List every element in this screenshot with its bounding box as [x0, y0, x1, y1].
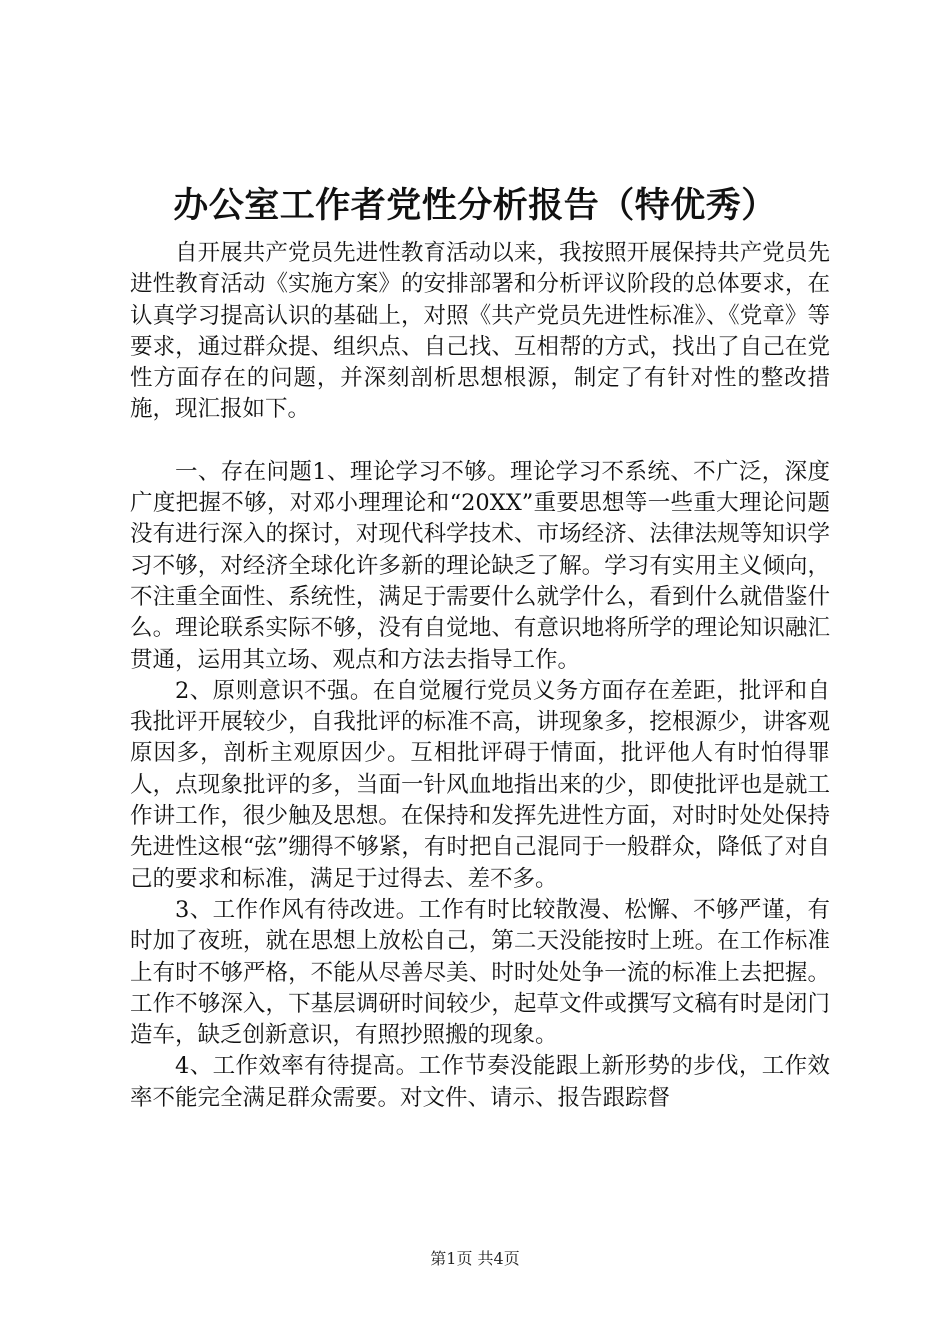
page-number-footer: 第1页 共4页 — [430, 1249, 520, 1268]
paragraph-problem-1: 一、存在问题1、理论学习不够。理论学习不系统、不广泛，深度广度把握不够，对邓小理理论和“20XX”重要思想等一些重大理论问题没有进行深入的探讨，对现代科学技术、市场经济、法律法规等知识学习不够，对经济全球化许多新的理论缺乏了解。学习有实用主义倾向，不注重全面性、系统性，满足于需要什么就学什么，看到什么就借鉴什么。理论联系实际不够，没有自觉地、有意识地将所学的理论知识融汇贯通，运用其立场、观点和方法去指导工作。 — [130, 458, 830, 673]
paragraph-problem-4: 4、工作效率有待提高。工作节奏没能跟上新形势的步伐，工作效率不能完全满足群众需要。对文件、请示、报告跟踪督 — [130, 1053, 830, 1111]
paragraph-problem-2: 2、原则意识不强。在自觉履行党员义务方面存在差距，批评和自我批评开展较少，自我批评的标准不高，讲现象多，挖根源少，讲客观原因多，剖析主观原因少。互相批评碍于情面，批评他人有时怕得罪人，点现象批评的多，当面一针风血地指出来的少，即使批评也是就工作讲工作，很少触及思想。在保持和发挥先进性方面，对时时处处保持先进性这根“弦”绷得不够紧，有时把自己混同于一般群众，降低了对自己的要求和标准，满足于过得去、差不多。 — [130, 677, 830, 892]
document-body — [130, 238, 830, 1114]
document-title: 办公室工作者党性分析报告（特优秀） — [173, 185, 777, 226]
paragraph-intro: 自开展共产党员先进性教育活动以来，我按照开展保持共产党员先进性教育活动《实施方案》的安排部署和分析评议阶段的总体要求，在认真学习提高认识的基础上，对照《共产党员先进性标准》、《党章》等要求，通过群众提、组织点、自己找、互相帮的方式，找出了自己在党性方面存在的问题，并深刻剖析思想根源，制定了有针对性的整改措施，现汇报如下。 — [130, 240, 830, 423]
paragraph-problem-3: 3、工作作风有待改进。工作有时比较散漫、松懈、不够严谨，有时加了夜班，就在思想上放松自己，第二天没能按时上班。在工作标准上有时不够严格，不能从尽善尽美、时时处处争一流的标准上去把握。工作不够深入，下基层调研时间较少，起草文件或撰写文稿有时是闭门造车，缺乏创新意识，有照抄照搬的现象。 — [130, 896, 830, 1049]
